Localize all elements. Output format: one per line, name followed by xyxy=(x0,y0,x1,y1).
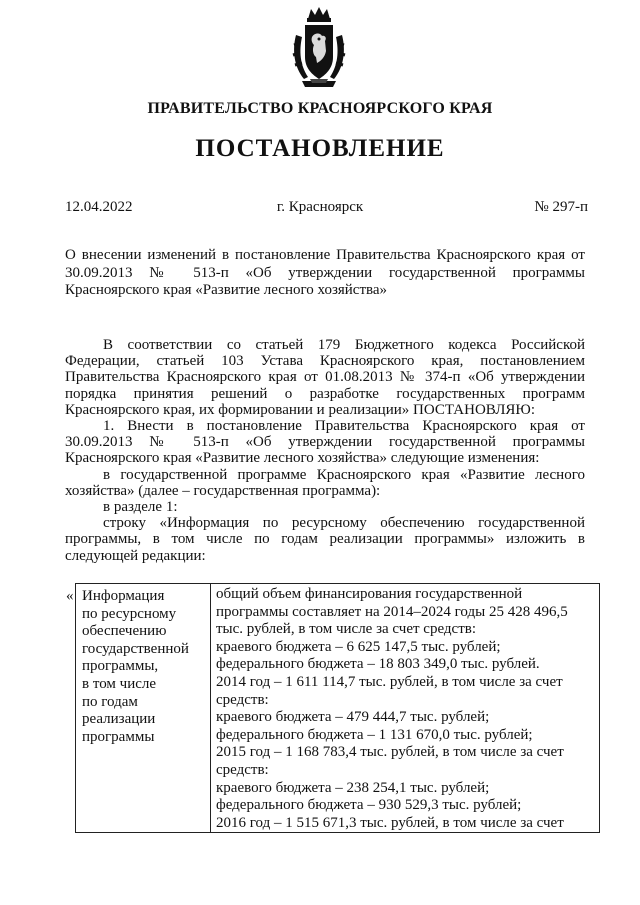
label-line: по ресурсному xyxy=(82,605,177,622)
document-body xyxy=(65,337,585,564)
content-line: краевого бюджета – 238 254,1 тыс. рублей; xyxy=(216,779,490,796)
content-line: федерального бюджета – 1 131 670,0 тыс. рублей; xyxy=(216,726,533,743)
label-line: государственной xyxy=(82,640,189,657)
table-content-cell xyxy=(211,584,600,833)
content-line: краевого бюджета – 6 625 147,5 тыс. рублей; xyxy=(216,638,501,655)
content-line: краевого бюджета – 479 444,7 тыс. рублей; xyxy=(216,709,490,726)
content-line: 2016 год – 1 515 671,3 тыс. рублей, в том числе за счет xyxy=(216,814,564,831)
content-line: средств: xyxy=(216,691,269,708)
opening-quote-mark: « xyxy=(66,588,74,604)
content-line: 2015 год – 1 168 783,4 тыс. рублей, в том числе за счет xyxy=(216,744,564,761)
content-line: федерального бюджета – 18 803 349,0 тыс. рублей. xyxy=(216,656,540,673)
document-number: № 297-п xyxy=(534,199,588,215)
organization-name: ПРАВИТЕЛЬСТВО КРАСНОЯРСКОГО КРАЯ xyxy=(147,100,493,117)
label-line: в том числе xyxy=(82,675,157,692)
content-line: тыс. рублей, в том числе за счет средств: xyxy=(216,621,477,638)
body-paragraph: В соответствии со статьей 179 Бюджетного кодекса Российской Федерации, статьей 103 Устава Красноярского края, постановлением Правительства Красноярского края от 01.08.2013 № 374-п «Об утверждении порядка принятия решений о разработке государственных программ Красноярского края, их формировании и реализации» ПОСТАНОВЛЯЮ: xyxy=(65,337,585,418)
table-row xyxy=(76,584,600,833)
content-line: общий объем финансирования государственной xyxy=(216,586,523,602)
table-label-cell xyxy=(76,584,211,833)
body-paragraph: в государственной программе Красноярского края «Развитие лесного хозяйства» (далее – государственная программа): xyxy=(65,466,585,499)
content-line: 2014 год – 1 611 114,7 тыс. рублей, в том числе за счет xyxy=(216,673,563,690)
label-line: программы, xyxy=(82,658,159,675)
body-paragraph: строку «Информация по ресурсному обеспечению государственной программы, в том числе по годам реализации программы» изложить в следующей редакции: xyxy=(65,515,585,564)
document-date: 12.04.2022 xyxy=(65,199,133,215)
document-type-title: ПОСТАНОВЛЕНИЕ xyxy=(195,135,445,162)
body-paragraph: 1. Внести в постановление Правительства Красноярского края от 30.09.2013 № 513-п «Об утверждении государственной программы Красноярского края «Развитие лесного хозяйства» следующие изменения: xyxy=(65,418,585,467)
document-subject: О внесении изменений в постановление Правительства Красноярского края от 30.09.2013 № 513-п «Об утверждении государственной программы Красноярского края «Развитие лесного хозяйства» xyxy=(65,247,585,299)
label-line: Информация xyxy=(82,588,165,604)
label-line: программы xyxy=(82,728,155,745)
label-line: реализации xyxy=(82,711,156,728)
content-line: программы составляет на 2014–2024 годы 25 428 496,5 xyxy=(216,603,568,620)
resource-info-table xyxy=(75,583,600,833)
document-city: г. Красноярск xyxy=(276,199,364,215)
label-line: по годам xyxy=(82,693,138,710)
content-line: федерального бюджета – 930 529,3 тыс. рублей; xyxy=(216,797,522,814)
label-line: обеспечению xyxy=(82,623,167,640)
coat-of-arms-emblem xyxy=(290,5,348,91)
body-paragraph: в разделе 1: xyxy=(103,499,178,516)
content-line: средств: xyxy=(216,761,269,778)
